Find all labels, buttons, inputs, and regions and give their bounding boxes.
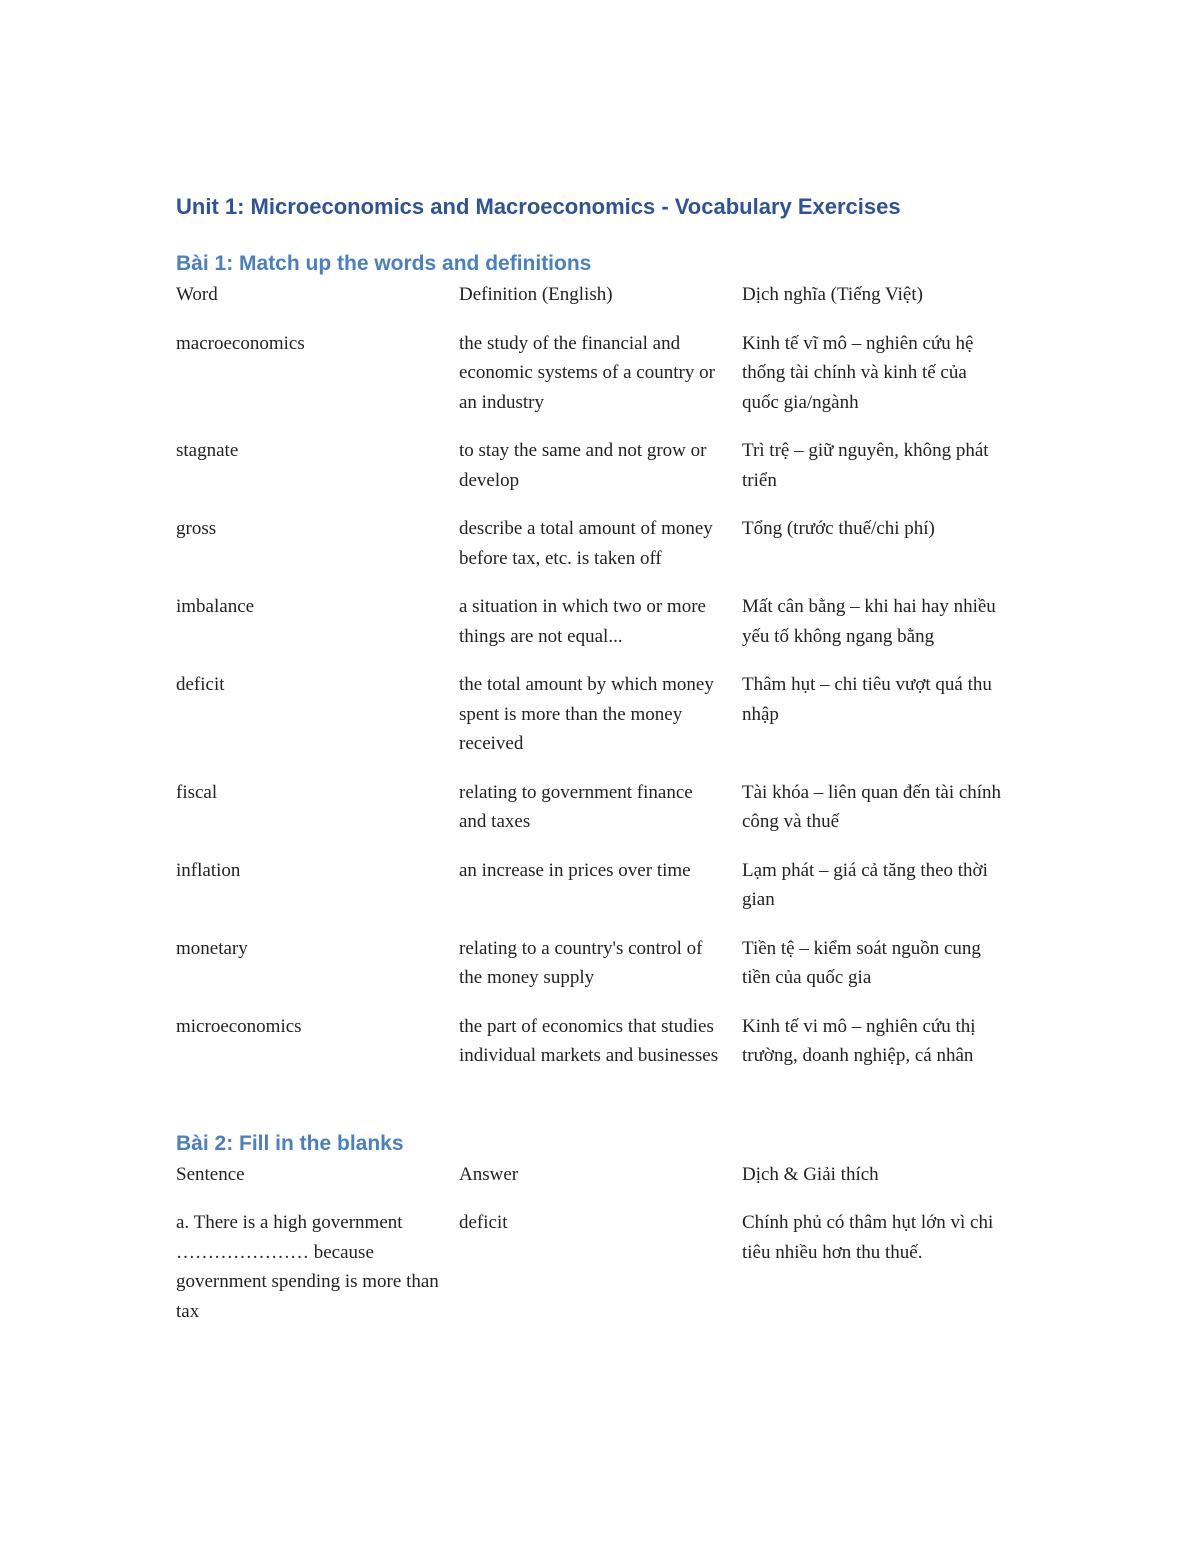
header-explanation: Dịch & Giải thích — [742, 1163, 879, 1185]
vocab-definition: an increase in prices over time — [459, 859, 691, 881]
vocab-word: monetary — [176, 937, 248, 959]
table-row — [176, 670, 1026, 778]
vocab-translation: Kinh tế vi mô – nghiên cứu thị trường, doanh nghiệp, cá nhân — [742, 1015, 976, 1066]
table-row — [176, 436, 1026, 514]
vocab-definition: the part of economics that studies individual markets and businesses — [459, 1015, 719, 1066]
vocab-definition: relating to a country's control of the money supply — [459, 937, 703, 988]
table-row — [176, 1208, 1026, 1345]
vocab-translation: Tiền tệ – kiểm soát nguồn cung tiền của quốc gia — [742, 937, 981, 988]
table-row — [176, 329, 1026, 437]
vocabulary-header-row — [176, 280, 1026, 329]
vocab-word: fiscal — [176, 781, 218, 803]
vocab-translation: Tài khóa – liên quan đến tài chính công và thuế — [742, 781, 1002, 832]
table-row — [176, 514, 1026, 592]
header-definition: Definition (English) — [459, 284, 613, 305]
header-word: Word — [176, 284, 218, 305]
header-translation: Dịch nghĩa (Tiếng Việt) — [742, 284, 923, 305]
vocab-definition: a situation in which two or more things are not equal... — [459, 596, 706, 647]
table-row — [176, 778, 1026, 856]
header-answer: Answer — [459, 1163, 519, 1185]
vocab-definition: relating to government finance and taxes — [459, 781, 693, 832]
table-row — [176, 934, 1026, 1012]
vocab-definition: to stay the same and not grow or develop — [459, 440, 707, 491]
fill-sentence: a. There is a high government ………………… because government spending is more than tax — [176, 1212, 439, 1322]
vocab-word: deficit — [176, 674, 225, 695]
fill-blanks-header-row — [176, 1160, 1026, 1209]
vocab-word: macroeconomics — [176, 332, 305, 354]
vocab-translation: Trì trệ – giữ nguyên, không phát triển — [742, 440, 989, 491]
document-title: Unit 1: Microeconomics and Macroeconomics - Vocabulary Exercises — [176, 194, 901, 219]
header-sentence: Sentence — [176, 1163, 245, 1185]
vocab-translation: Lạm phát – giá cả tăng theo thời gian — [742, 859, 988, 910]
vocab-translation: Thâm hụt – chi tiêu vượt quá thu nhập — [742, 674, 992, 725]
document-page — [176, 190, 1026, 1345]
section1-heading: Bài 1: Match up the words and definitions — [176, 252, 592, 275]
fill-blanks-table — [176, 1160, 1026, 1346]
vocab-translation: Mất cân bằng – khi hai hay nhiều yếu tố không ngang bằng — [742, 596, 996, 647]
vocab-definition: describe a total amount of money before tax, etc. is taken off — [459, 518, 713, 569]
vocabulary-table — [176, 280, 1026, 1090]
vocab-word: stagnate — [176, 440, 239, 461]
vocab-definition: the study of the financial and economic systems of a country or an industry — [459, 332, 715, 413]
vocab-translation: Kinh tế vĩ mô – nghiên cứu hệ thống tài chính và kinh tế của quốc gia/ngành — [742, 332, 974, 413]
fill-answer: deficit — [459, 1212, 508, 1233]
section2-heading: Bài 2: Fill in the blanks — [176, 1131, 404, 1155]
fill-explanation: Chính phủ có thâm hụt lớn vì chi tiêu nhiều hơn thu thuế. — [742, 1212, 994, 1263]
vocab-word: gross — [176, 518, 217, 539]
section-spacer — [176, 1090, 1026, 1128]
vocab-word: microeconomics — [176, 1015, 302, 1037]
vocab-word: inflation — [176, 859, 241, 881]
table-row — [176, 1012, 1026, 1090]
vocab-word: imbalance — [176, 596, 255, 617]
table-row — [176, 592, 1026, 670]
table-row — [176, 856, 1026, 934]
vocab-translation: Tổng (trước thuế/chi phí) — [742, 518, 935, 539]
vocab-definition: the total amount by which money spent is more than the money received — [459, 674, 714, 754]
